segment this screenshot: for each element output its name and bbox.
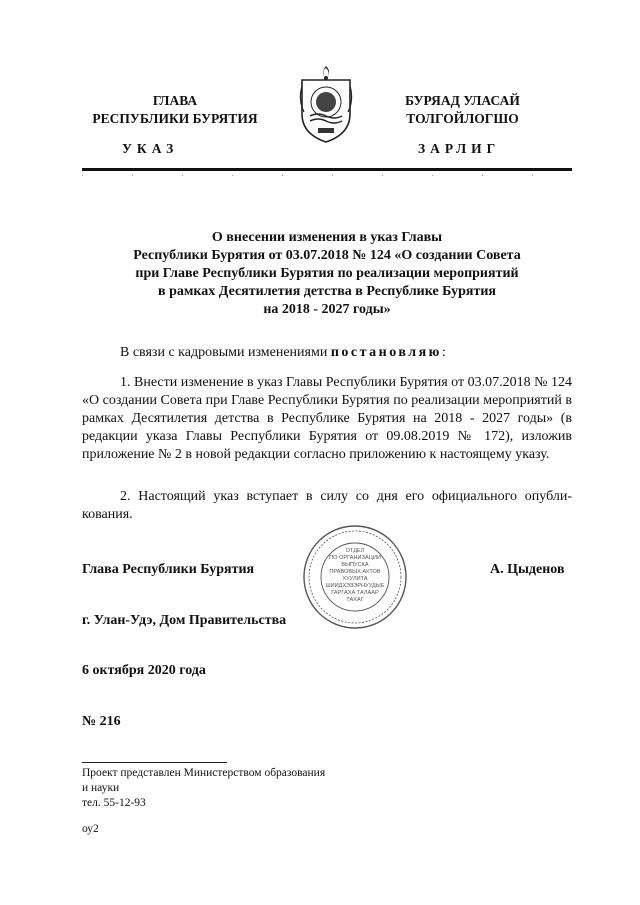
intro-suffix: : (441, 345, 446, 360)
title-line2: Республики Бурятия от 03.07.2018 № 124 «О создании Совета (133, 248, 521, 263)
signatory-position: Глава Республики Бурятия (82, 562, 255, 577)
header-rule (82, 168, 572, 171)
footer-line3: тел. 55-12-93 (82, 797, 146, 809)
signing-date: 6 октября 2020 года (82, 663, 206, 678)
stamp-line5: ХУУЛИТА (342, 576, 368, 582)
doc-type-left: УКАЗ (122, 141, 179, 156)
title-line3: при Главе Республики Бурятия по реализации мероприятий (135, 266, 519, 281)
signatory-name: А. Цыденов (490, 562, 565, 577)
footer-note (82, 766, 325, 811)
stamp-line8: ТАХАГ (346, 597, 364, 603)
stamp-line4: ПРАВОВЫХ АКТОВ (329, 569, 381, 575)
signing-place: г. Улан-Удэ, Дом Правительства (82, 613, 287, 628)
footer-line1: Проект представлен Министерством образования (82, 767, 326, 779)
coat-of-arms-icon (296, 64, 356, 144)
header-right-line2: ТОЛГОЙЛОГШО (406, 111, 519, 126)
stamp-line1: ОТДЕЛ (345, 548, 365, 554)
stamp-line3: ВЫПУСКА (341, 562, 369, 568)
round-seal-icon (302, 524, 408, 630)
header-right-line1: БУРЯАД УЛАСАЙ (405, 93, 520, 108)
footer-code: оу2 (82, 823, 99, 835)
item1-paragraph: 1. Внести изменение в указ Главы Республики Бурятия от 03.07.2018 № 124 «О создании Совета при Главе Республики Бурятия по реализации мероприятий в рамках Десятилетия детства в Республике Бурятия на 2018 - 2027 годы» (в редакции указа Главы Республики Бурятия от 09.08.2019 № 172), изложив приложение № 2 в новой редакции согласно приложению к настоящему указу. (82, 375, 572, 462)
intro-prefix: В связи с кадровыми изменениями (120, 345, 331, 360)
doc-type-right: ЗАРЛИГ (418, 141, 501, 156)
document-number: № 216 (82, 714, 121, 729)
document-title (82, 229, 572, 319)
header-left-line1: ГЛАВА (152, 93, 198, 108)
header-left-line2: РЕСПУБЛИКИ БУРЯТИЯ (92, 111, 258, 126)
title-line4: в рамках Десятилетия детства в Республике Бурятия (158, 284, 496, 299)
footer-line2: и науки (82, 782, 120, 794)
stamp-line7: ГАРГАХА ТАЛААР (331, 590, 379, 596)
header-left (90, 92, 260, 128)
title-line5: на 2018 - 2027 годы» (263, 302, 391, 317)
header-right (380, 92, 545, 128)
intro-emphasis: постановляю (330, 345, 442, 360)
footer-rule (82, 762, 227, 763)
intro-paragraph (82, 344, 572, 362)
header-dotted-rule (82, 175, 572, 176)
title-line1: О внесении изменения в указ Главы (211, 230, 443, 245)
stamp-line6: ШИИДХЭЗЭРНУУДЫЕ (325, 583, 385, 589)
stamp-line2: ПО ОРГАНИЗАЦИИ (329, 555, 381, 561)
item2-paragraph: 2. Настоящий указ вступает в силу со дня его официального опубли-кования. (82, 489, 572, 522)
